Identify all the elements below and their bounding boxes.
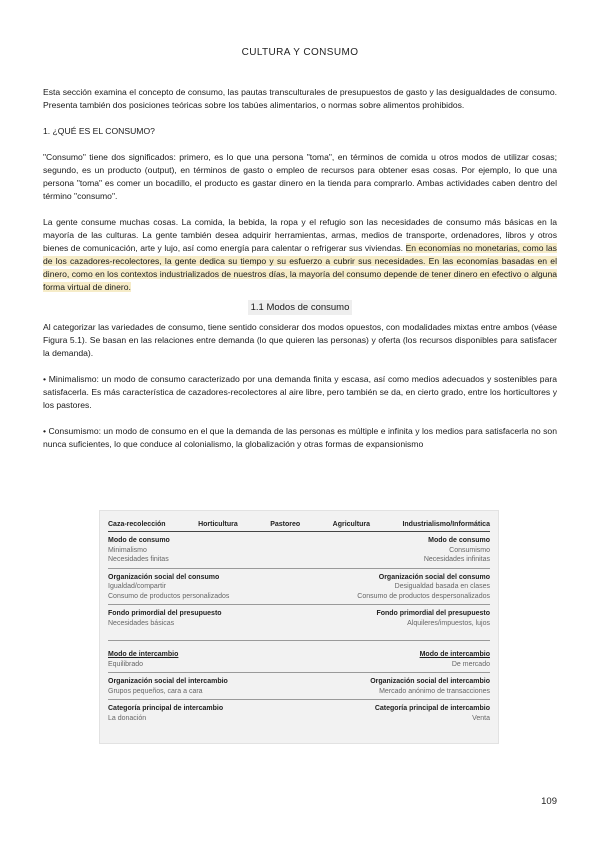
figure-header: Caza-recolección: [108, 521, 166, 528]
block-title-right: Organización social del consumo: [378, 573, 490, 581]
block-title-left: Organización social del consumo: [108, 573, 220, 581]
minimalism-bullet: • Minimalismo: un modo de consumo caracterizado por una demanda finita y escasa, así como medios adecuados y sostenibles para satisfacerla. Es más característica de cazadores-recolectores al aire libre, pero también se da, en cierto grado, entre los horticultores y los pastores.: [43, 374, 557, 410]
running-head: CULTURA Y CONSUMO: [241, 47, 359, 58]
block-title-right: Fondo primordial del presupuesto: [376, 610, 490, 617]
block-value-right: Consumo de productos despersonalizados: [357, 592, 490, 600]
figure-block-budget-fund: [108, 605, 490, 641]
block-value-left: La donación: [108, 714, 147, 722]
figure-header: Agricultura: [332, 521, 370, 528]
intro-paragraph: Esta sección examina el concepto de consumo, las pautas transculturales de presupuestos de gasto y las desigualdades de consumo. Presenta también dos posiciones teóricas sobre los tabúes alimentarios, o normas sobre alimentos prohibidos.: [43, 87, 557, 110]
figure-block-exchange-organization: [108, 673, 490, 700]
section-heading: 1. ¿QUÉ ES EL CONSUMO?: [43, 126, 155, 136]
figure-block-exchange-mode: [108, 641, 490, 673]
block-title-right: Modo de consumo: [428, 537, 490, 544]
block-value-right: Consumismo: [449, 546, 490, 554]
page-content: [43, 86, 557, 451]
subsection-heading: 1.1 Modos de consumo: [248, 300, 353, 315]
page-number: 109: [541, 796, 557, 807]
figure-header: Industrialismo/Informática: [402, 521, 490, 528]
consumption-needs-paragraph: [43, 216, 557, 294]
figure-block-consumption-organization: [108, 569, 490, 606]
block-title-right: Categoría principal de intercambio: [374, 705, 490, 712]
block-value-left: Igualdad/compartir: [108, 583, 166, 590]
figure-header: Horticultura: [198, 521, 238, 528]
block-value-right: Alquileres/impuestos, lujos: [407, 619, 490, 627]
consumerism-bullet: • Consumismo: un modo de consumo en el que la demanda de las personas es múltiple e infinita y los medios para satisfacerla no son nunca suficientes, lo que conduce al colonialismo, la globalización y otras formas de expansionismo: [43, 426, 557, 449]
block-title-left: Categoría principal de intercambio: [108, 705, 224, 712]
block-value-left: Minimalismo: [108, 546, 147, 554]
block-value-right: Necesidades infinitas: [423, 556, 490, 563]
block-value-left: Consumo de productos personalizados: [108, 592, 230, 600]
figure-header-row: [108, 521, 490, 532]
block-value-right: Venta: [472, 714, 490, 722]
block-title-left: Fondo primordial del presupuesto: [108, 610, 222, 617]
figure-header: Pastoreo: [270, 521, 301, 528]
block-value-left: Grupos pequeños, cara a cara: [108, 687, 203, 695]
block-value-right: Desigualdad basada en clases: [394, 583, 490, 590]
needs-text: La gente consume muchas cosas. La comida, la bebida, la ropa y el refugio son las necesidades de consumo más básicas en la mayoría de las culturas. La gente también desea adquirir herramientas, armas, medios de transporte, ordenadores, libros y otros bienes de comunicación, arte y lujo, así como energía para calentar o refrigerar sus viviendas.: [43, 217, 557, 253]
block-value-right: Mercado anónimo de transacciones: [379, 687, 490, 695]
block-value-left: Necesidades finitas: [108, 556, 169, 563]
figure-block-consumption-mode: [108, 532, 490, 569]
highlighted-text: En economías no monetarias, como las de los cazadores-recolectores, la gente dedica su tiempo y su esfuerzo a cubrir sus necesidades. En las economías basadas en el dinero, como en los contextos industrializados de nuestros días, la mayoría del consumo depende de tener dinero en efectivo o alguna forma virtual de dinero.: [43, 243, 557, 292]
consumo-definition-paragraph: "Consumo" tiene dos significados: primero, es lo que una persona "toma", en términos de comida u otros modos de utilizar cosas; segundo, es un producto (output), en términos de gasto o empleo de recursos para obtener esas cosas. Por ejemplo, lo que una persona "toma" es comer un bocadillo, el producto es gastar dinero en la tienda para comprarlo. Ambas actividades caben dentro del término "consumo".: [43, 152, 557, 201]
block-value-right: De mercado: [451, 660, 490, 668]
block-title-right: Organización social del intercambio: [370, 678, 490, 685]
figure-block-exchange-category: [108, 700, 490, 726]
block-title-left: Organización social del intercambio: [108, 678, 228, 685]
block-title-left: Modo de intercambio: [108, 651, 179, 658]
modes-intro-paragraph: Al categorizar las variedades de consumo, tiene sentido considerar dos modos opuestos, con modalidades mixtas entre ambos (véase Figura 5.1). Se basan en las relaciones entre demanda (lo que quieren las personas) y oferta (los recursos disponibles para satisfacer la demanda).: [43, 322, 557, 358]
consumption-modes-figure: [99, 510, 499, 744]
block-value-left: Necesidades básicas: [108, 619, 175, 627]
block-value-left: Equilibrado: [108, 660, 144, 668]
block-title-right: Modo de intercambio: [419, 651, 490, 658]
block-title-left: Modo de consumo: [108, 537, 170, 544]
